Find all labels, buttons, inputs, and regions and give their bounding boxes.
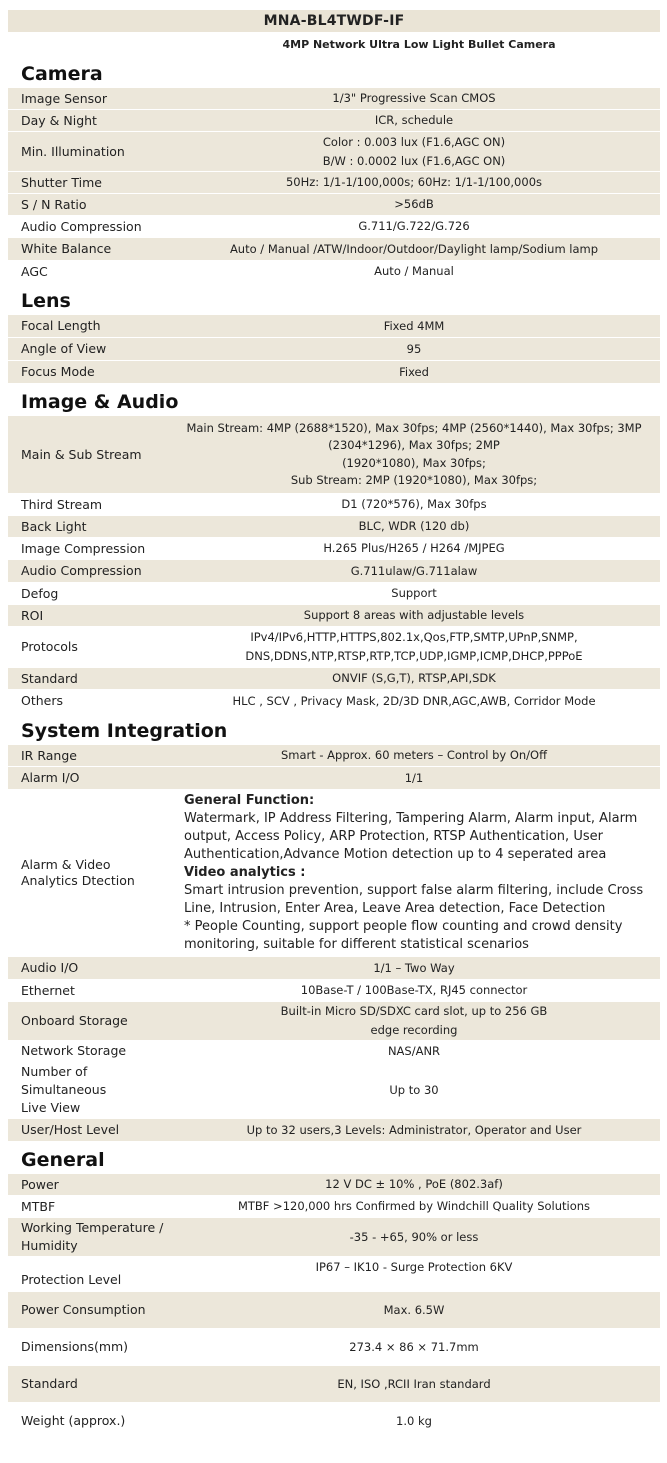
- spec-value: 1.0 kg: [396, 1413, 432, 1428]
- spec-row: [8, 605, 660, 627]
- spec-value: 1/1 – Two Way: [373, 960, 455, 975]
- spec-row: [8, 110, 660, 132]
- spec-value: 1/1: [404, 770, 424, 785]
- spec-label: Power Consumption: [21, 1302, 146, 1317]
- product-subtitle: 4MP Network Ultra Low Light Bullet Camera: [282, 38, 556, 51]
- spec-value: Auto / Manual /ATW/Indoor/Outdoor/Daylight lamp/Sodium lamp: [229, 241, 599, 256]
- spec-row: [8, 1218, 660, 1257]
- spec-value: Up to 30: [389, 1082, 439, 1097]
- spec-value-line: (1920*1080), Max 30fps;: [342, 455, 486, 470]
- spec-value: 12 V DC ± 10% , PoE (802.3af): [325, 1177, 503, 1191]
- section-image-audio-title: Image & Audio: [21, 391, 179, 413]
- spec-row: [8, 361, 660, 384]
- spec-label: Network Storage: [21, 1043, 127, 1058]
- spec-value: EN, ISO ,RCII Iran standard: [337, 1376, 491, 1391]
- spec-row: [8, 745, 660, 767]
- spec-value-line: IPv4/IPv6,HTTP,HTTPS,802.1x,Qos,FTP,SMTP,UPnP,SNMP,: [250, 630, 578, 644]
- spec-label: Audio I/O: [21, 960, 79, 975]
- spec-value-line: edge recording: [370, 1023, 458, 1037]
- spec-label: S / N Ratio: [21, 196, 87, 212]
- spec-row: [8, 1403, 660, 1440]
- video-analytics-heading: Video analytics :: [184, 865, 306, 880]
- spec-row: [8, 261, 660, 283]
- spec-value-line: B/W : 0.0002 lux (F1.6,AGC ON): [322, 153, 506, 168]
- spec-row: [8, 668, 660, 690]
- spec-label: Audio Compression: [21, 563, 142, 578]
- spec-row: [8, 1062, 660, 1119]
- spec-label: Main & Sub Stream: [21, 446, 142, 462]
- spec-value: ICR, schedule: [374, 113, 454, 127]
- spec-value: -35 - +65, 90% or less: [349, 1229, 479, 1244]
- spec-label: Image Compression: [21, 540, 146, 556]
- spec-sheet: [8, 10, 660, 1440]
- spec-row: [8, 516, 660, 538]
- spec-label: White Balance: [21, 241, 112, 256]
- spec-row: [8, 538, 660, 560]
- spec-row: [8, 583, 660, 605]
- spec-label: Audio Compression: [21, 218, 142, 234]
- spec-row: [8, 1329, 660, 1366]
- spec-row: [8, 494, 660, 516]
- spec-value: Fixed: [399, 364, 429, 379]
- spec-row: [8, 1366, 660, 1403]
- spec-value: Up to 32 users,3 Levels: Administrator, Operator and User: [246, 1122, 582, 1137]
- spec-value-line: (2304*1296), Max 30fps; 2MP: [328, 438, 500, 452]
- spec-value: G.711ulaw/G.711alaw: [350, 563, 478, 578]
- spec-label: Power: [21, 1176, 59, 1192]
- spec-row: [8, 238, 660, 261]
- spec-label: MTBF: [21, 1198, 56, 1214]
- general-function-text: Watermark, IP Address Filtering, Tampering Alarm, Alarm input, Alarm output, Access Policy, ARP Protection, RTSP Authentication, User Authentication,Advance Motion detection up to 4 seperated area: [184, 811, 638, 862]
- spec-value-line: Built-in Micro SD/SDXC card slot, up to 256 GB: [280, 1004, 548, 1018]
- spec-row: [8, 1196, 660, 1218]
- spec-label: Defog: [21, 585, 59, 601]
- spec-label: IR Range: [21, 747, 77, 763]
- spec-row: [8, 690, 660, 713]
- spec-row: [8, 980, 660, 1002]
- spec-label: Standard: [21, 670, 78, 686]
- spec-row: [8, 194, 660, 216]
- spec-label: Angle of View: [21, 341, 107, 356]
- spec-label: Working Temperature / Humidity: [21, 1220, 164, 1253]
- spec-value: Auto / Manual: [374, 264, 454, 278]
- spec-row: [8, 957, 660, 980]
- spec-label: Shutter Time: [21, 174, 102, 190]
- spec-row: [8, 1174, 660, 1196]
- spec-row: [8, 1257, 660, 1292]
- spec-value-line: Main Stream: 4MP (2688*1520), Max 30fps; 4MP (2560*1440), Max 30fps; 3MP: [186, 420, 642, 435]
- spec-label: AGC: [21, 263, 48, 279]
- spec-row: [8, 1002, 660, 1041]
- spec-value: Support 8 areas with adjustable levels: [303, 608, 525, 622]
- spec-value: MTBF >120,000 hrs Confirmed by Windchill Quality Solutions: [237, 1199, 591, 1213]
- spec-label: Focus Mode: [21, 364, 95, 379]
- spec-label: Standard: [21, 1376, 78, 1391]
- spec-value: [168, 1002, 660, 1040]
- spec-label: Alarm & Video Analytics Dtection: [21, 857, 135, 888]
- spec-row: [8, 1119, 660, 1142]
- spec-row: [8, 88, 660, 110]
- people-counting-text: * People Counting, support people flow counting and crowd density monitoring, suitable for different statistical scenarios: [184, 919, 623, 952]
- spec-row: [8, 338, 660, 361]
- spec-value: Support: [391, 586, 437, 600]
- spec-value: HLC , SCV , Privacy Mask, 2D/3D DNR,AGC,AWB, Corridor Mode: [232, 693, 596, 708]
- spec-value: NAS/ANR: [387, 1043, 441, 1058]
- spec-value-line: Sub Stream: 2MP (1920*1080), Max 30fps;: [290, 473, 538, 487]
- spec-value: 95: [406, 341, 422, 356]
- spec-label: Image Sensor: [21, 90, 107, 106]
- section-system-title: System Integration: [21, 720, 228, 742]
- spec-value: ONVIF (S,G,T), RTSP,API,SDK: [332, 671, 496, 685]
- spec-value: 273.4 × 86 × 71.7mm: [349, 1339, 479, 1354]
- spec-value: H.265 Plus/H265 / H264 /MJPEG: [323, 541, 505, 555]
- spec-value: 50Hz: 1/1-1/100,000s; 60Hz: 1/1-1/100,000s: [285, 175, 542, 189]
- spec-label: Third Stream: [21, 496, 103, 512]
- spec-row: [8, 132, 660, 172]
- model-title: MNA-BL4TWDF-IF: [8, 10, 660, 32]
- spec-value-line: Color : 0.003 lux (F1.6,AGC ON): [322, 134, 506, 149]
- spec-row: [8, 1041, 660, 1062]
- spec-label: Weight (approx.): [21, 1413, 126, 1428]
- spec-value: BLC, WDR (120 db): [358, 519, 470, 533]
- spec-value: G.711/G.722/G.726: [358, 219, 470, 233]
- section-general-title: General: [21, 1149, 105, 1171]
- spec-value: 10Base-T / 100Base-TX, RJ45 connector: [300, 983, 528, 997]
- spec-value: >56dB: [394, 197, 434, 211]
- spec-label: User/Host Level: [21, 1122, 120, 1137]
- spec-label: Back Light: [21, 518, 87, 534]
- spec-label: Dimensions(mm): [21, 1339, 129, 1354]
- section-camera-title: Camera: [21, 63, 103, 85]
- spec-row: [8, 216, 660, 238]
- spec-label: ROI: [21, 607, 44, 623]
- spec-value: [168, 133, 660, 171]
- spec-row: [8, 627, 660, 668]
- spec-value: [168, 420, 660, 490]
- spec-value: D1 (720*576), Max 30fps: [341, 497, 487, 511]
- section-lens-title: Lens: [21, 290, 71, 312]
- spec-value: 1/3" Progressive Scan CMOS: [332, 91, 496, 105]
- spec-label: Others: [21, 693, 64, 708]
- spec-value: IP67 – IK10 - Surge Protection 6KV: [315, 1260, 513, 1274]
- spec-row: [8, 560, 660, 583]
- spec-value: Max. 6.5W: [383, 1302, 445, 1317]
- spec-label: Alarm I/O: [21, 770, 80, 785]
- spec-label: Focal Length: [21, 318, 101, 333]
- spec-label: Protocols: [21, 639, 78, 654]
- spec-row: [8, 416, 660, 494]
- spec-row: [8, 767, 660, 790]
- spec-label: Ethernet: [21, 982, 75, 998]
- spec-label: Number of Simultaneous Live View: [21, 1064, 107, 1115]
- spec-label: Min. Illumination: [21, 143, 125, 159]
- spec-label: Onboard Storage: [21, 1013, 128, 1028]
- spec-value: Fixed 4MM: [383, 318, 445, 333]
- spec-row: [8, 1292, 660, 1329]
- spec-label: Day & Night: [21, 112, 97, 128]
- spec-row: [8, 790, 660, 957]
- spec-row: [8, 315, 660, 338]
- spec-label: Protection Level: [21, 1272, 122, 1287]
- spec-value: [168, 628, 660, 666]
- spec-value: [168, 792, 660, 954]
- spec-value-line: DNS,DDNS,NTP,RTSP,RTP,TCP,UDP,IGMP,ICMP,DHCP,PPPoE: [245, 649, 583, 663]
- spec-row: [8, 172, 660, 194]
- general-function-heading: General Function:: [184, 793, 315, 808]
- spec-value: Smart - Approx. 60 meters – Control by On/Off: [280, 748, 548, 762]
- video-analytics-text: Smart intrusion prevention, support false alarm filtering, include Cross Line, Intrusion, Enter Area, Leave Area detection, Face Detection: [184, 883, 644, 916]
